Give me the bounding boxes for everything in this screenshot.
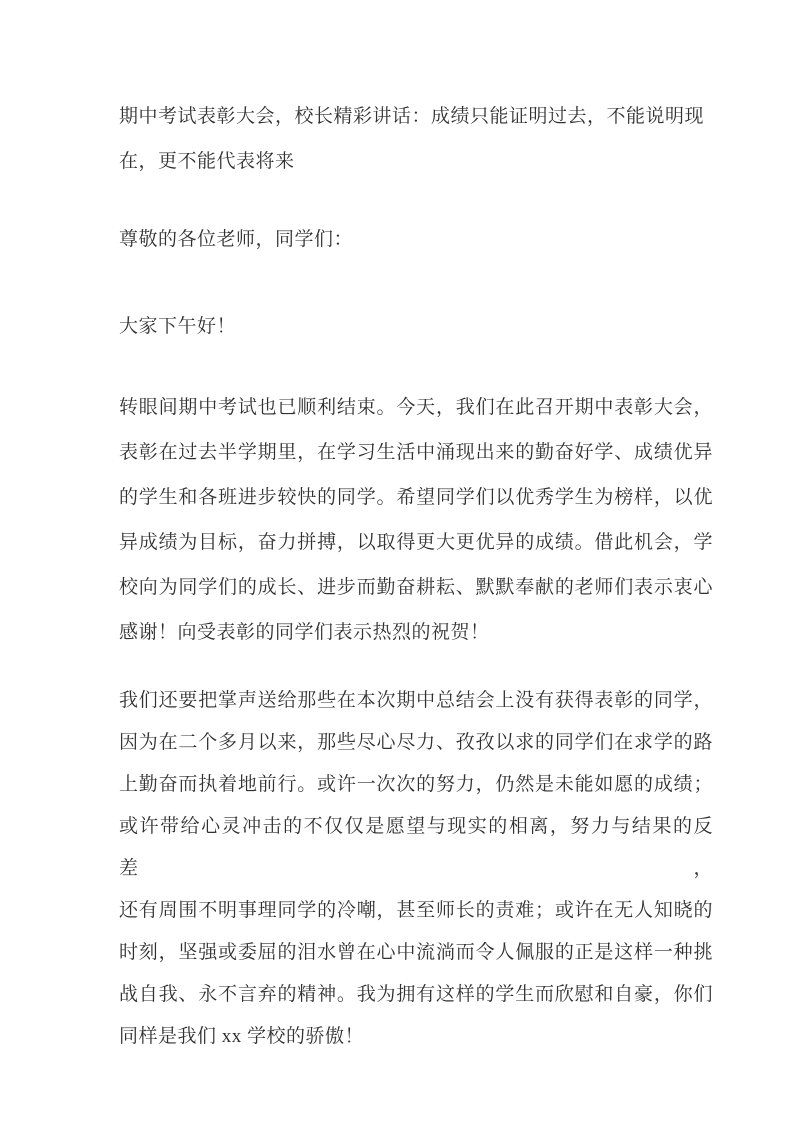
body-paragraph-1 — [119, 385, 713, 655]
paragraph-line: 或许带给心灵冲击的不仅仅是愿望与现实的相离，努力与结果的反差， — [119, 816, 713, 879]
document-title — [119, 94, 713, 184]
paragraph-line: 战自我、永不言弃的精神。我为拥有这样的学生而欣慰和自豪，你们 — [119, 984, 713, 1005]
greeting — [119, 304, 713, 349]
paragraph-line: 异成绩为目标，奋力拼搏，以取得更大更优异的成绩。借此机会，学 — [119, 532, 713, 553]
paragraph-line: 时刻，坚强或委屈的泪水曾在心中流淌而令人佩服的正是这样一种挑 — [119, 942, 713, 963]
body-paragraph-2 — [119, 680, 713, 1058]
paragraph-line: 我们还要把掌声送给那些在本次期中总结会上没有获得表彰的同学， — [119, 690, 713, 711]
paragraph-line: 上勤奋而执着地前行。或许一次次的努力，仍然是未能如愿的成绩； — [119, 774, 713, 795]
paragraph-line: 转眼间期中考试也已顺利结束。今天，我们在此召开期中表彰大会， — [119, 397, 713, 418]
paragraph-line: 同样是我们 xx 学校的骄傲！ — [119, 1026, 365, 1047]
paragraph-line: 校向为同学们的成长、进步而勤奋耕耘、默默奉献的老师们表示衷心 — [119, 577, 713, 598]
paragraph-line: 感谢！向受表彰的同学们表示热烈的祝贺！ — [119, 622, 490, 643]
title-line: 在，更不能代表将来 — [119, 151, 295, 172]
paragraph-line: 表彰在过去半学期里，在学习生活中涌现出来的勤奋好学、成绩优异 — [119, 442, 713, 463]
paragraph-line: 还有周围不明事理同学的冷嘲，甚至师长的责难；或许在无人知晓的 — [119, 900, 713, 921]
title-line: 期中考试表彰大会，校长精彩讲话：成绩只能证明过去，不能说明现 — [119, 106, 705, 127]
paragraph-line: 的学生和各班进步较快的同学。希望同学们以优秀学生为榜样，以优 — [119, 487, 713, 508]
salutation — [119, 217, 713, 262]
salutation-line: 尊敬的各位老师，同学们： — [119, 229, 354, 250]
document-content — [119, 94, 713, 1058]
greeting-line: 大家下午好！ — [119, 316, 237, 337]
paragraph-line: 因为在二个多月以来，那些尽心尽力、孜孜以求的同学们在求学的路 — [119, 732, 713, 753]
